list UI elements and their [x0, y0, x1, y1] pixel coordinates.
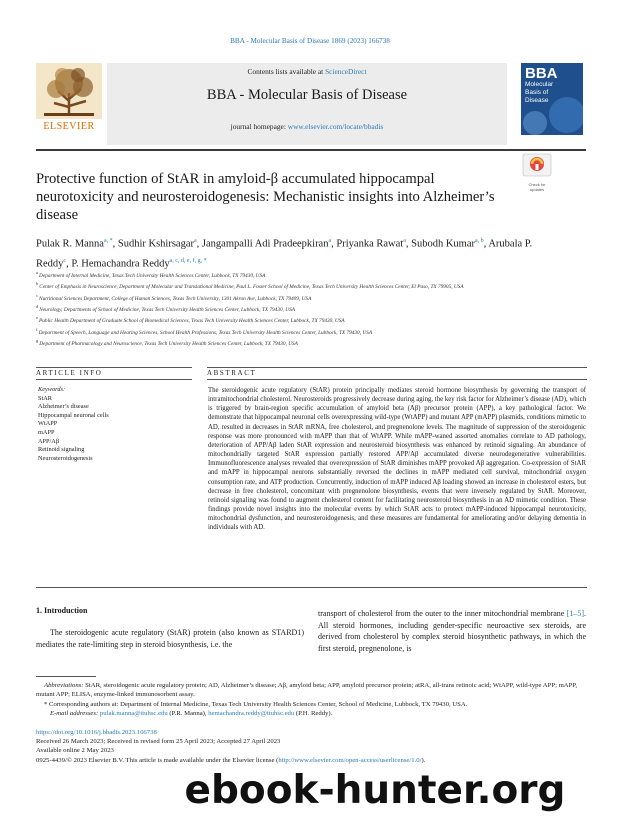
license-text-1: 0925-4439/© 2023 Elsevier B.V. This article is made available under the Elsevier license (: [36, 756, 279, 764]
author-separator: ,: [196, 238, 202, 250]
introduction-heading: 1. Introduction: [36, 606, 88, 615]
abstract-rule: [207, 367, 587, 368]
affiliation-item: [36, 314, 596, 325]
check-for-updates-button[interactable]: [522, 153, 552, 192]
cover-line-2: Molecular: [525, 81, 554, 88]
author-affiliation-marks[interactable]: a, b: [474, 238, 484, 244]
journal-header: [107, 63, 507, 145]
homepage-prefix: journal homepage:: [230, 122, 288, 131]
publication-info: [36, 728, 596, 765]
author-affiliation-marks[interactable]: a: [403, 238, 406, 244]
corresponding-note: [36, 700, 588, 709]
affiliation-key: f: [36, 326, 39, 332]
author-separator: ,: [483, 238, 489, 250]
intro-right-text-2: . All steroid hormones, including gender-specific neuroactive sex steroids, are derived from cholesterol by complex steroid biosynthetic pathways, in which the first steroid, pregnenolone, is: [318, 609, 586, 653]
cover-line-1: BBA: [525, 65, 558, 82]
abbreviations-note: [36, 681, 588, 700]
license-line: [36, 756, 596, 765]
affiliation-key: b: [36, 281, 40, 287]
sciencedirect-link[interactable]: ScienceDirect: [325, 67, 367, 76]
author-separator: ,: [405, 238, 412, 250]
affiliation-item: [36, 280, 596, 291]
author-list: [36, 233, 556, 272]
affiliation-key: d: [36, 304, 40, 310]
watermark-text: ebook-hunter.org: [184, 768, 566, 813]
keyword-item: Alzheimer’s disease: [38, 403, 89, 411]
footnotes: [36, 681, 588, 719]
cover-line-4: Disease: [525, 97, 549, 104]
journal-citation[interactable]: BBA - Molecular Basis of Disease 1869 (2023) 166738: [230, 37, 390, 45]
affiliation-text: Department of Speech, Language and Hearing Sciences, School Health Professions, Texas Tech University Health Sciences Center, Lubbock, TX 79430, USA: [38, 329, 373, 336]
email-label: E-mail addresses:: [50, 710, 99, 718]
abstract-heading: ABSTRACT: [207, 369, 257, 377]
affiliation-item: [36, 292, 596, 303]
intro-right-text-1: transport of cholesterol from the outer to the inner mitochondrial membrane: [318, 609, 567, 618]
affiliation-text: Public Health Department of Graduate School of Biomedical Sciences, Texas Tech University Health Sciences Center, Lubbock, TX 79430, USA: [39, 318, 345, 325]
keyword-item: Hippocampal neuronal cells: [38, 411, 109, 419]
license-link[interactable]: http://www.elsevier.com/open-access/userlicense/1.0/: [278, 756, 422, 764]
introduction-right-column: [318, 608, 586, 654]
email-link-manna[interactable]: pulak.manna@ttuhsc.edu: [99, 710, 168, 718]
homepage-link[interactable]: www.elsevier.com/locate/bbadis: [287, 122, 384, 131]
author-affiliation-marks[interactable]: a: [328, 238, 332, 244]
journal-cover[interactable]: [521, 63, 583, 135]
check-updates-label: Check for updates: [528, 182, 546, 192]
author-separator: ,: [331, 238, 337, 250]
email-link-reddy[interactable]: hemachandra.reddy@ttuhsc.edu: [208, 710, 295, 718]
author-name[interactable]: Subodh Kumar: [411, 238, 475, 250]
author-name[interactable]: Pulak R. Manna: [36, 238, 104, 250]
check-updates-icon: [522, 153, 552, 177]
cover-line-3: Basis of: [525, 89, 549, 96]
email-owner-1: (P.R. Manna),: [167, 710, 209, 718]
author-name[interactable]: Jangampalli Adi Pradeepkiran: [201, 238, 329, 250]
keyword-item: Retinoid signaling: [38, 446, 85, 454]
abbreviations-text: StAR, steroidogenic acute regulatory protein; AD, Alzheimer’s disease; Aβ, amyloid beta; APP, amyloid precursor protein; atRA, all-trans retinoic acid; WtAPP, wild-type APP; mAPP, mutant APP; ELISA, enzyme-linked immunosorbent assay.: [36, 682, 577, 699]
author-name[interactable]: Arubala P. Reddy: [36, 238, 533, 269]
doi-link[interactable]: https://doi.org/10.1016/j.bbadis.2023.166738: [36, 729, 157, 736]
affiliation-list: [36, 269, 596, 349]
email-owner-2: (P.H. Reddy).: [294, 710, 333, 718]
keywords-label: Keywords:: [38, 386, 66, 393]
affiliation-key: c: [36, 292, 40, 298]
license-text-2: ).: [421, 756, 426, 764]
keyword-item: mAPP: [38, 428, 55, 436]
keyword-item: APP/Aβ: [38, 437, 60, 445]
author-name[interactable]: Priyanka Rawat: [336, 238, 404, 250]
affiliation-text: Department of Internal Medicine, Texas Tech University Health Sciences Center, Lubbock, TX 79430, USA: [39, 272, 266, 279]
affiliation-item: [36, 326, 596, 337]
article-info-rule-lower: [36, 379, 192, 380]
header-divider: [36, 149, 586, 151]
cover-title: [525, 66, 558, 105]
keyword-item: WtAPP: [38, 420, 58, 428]
affiliation-key: e: [36, 315, 40, 321]
contents-prefix: Contents lists available at: [247, 67, 326, 76]
footnote-rule: [36, 676, 96, 677]
author-name[interactable]: Sudhir Kshirsagar: [117, 238, 194, 250]
abstract-text: The steroidogenic acute regulatory (StAR) protein principally mediates steroid hormone biosynthesis by governing the transport of intramitochondrial cholesterol. Neurosteroids progressively decrease during aging, the key risk factor for Alzheimer’s disease (AD), which is triggered by brain-region specific accumulation of amyloid beta (Aβ) precursor protein (APP), a key pathological factor. We demonstrate that hippocampal neuronal cells overexpressing wild-type (WtAPP) and mutant APP (mAPP) plasmids, conditions mimetic to AD, resulted in decreases in StAR mRNA, free cholesterol, and pregnenolone levels. The magnitude of suppression of the steroidogenic response was more pronounced with mAPP than that of WtAPP. While mAPP-waned assorted anomalies correlate to AD pathology, deterioration of APP/Aβ laden StAR expression and neurosteroid biosynthesis was enhanced by retinoid signaling. An abundance of mitochondrially targeted StAR expression partially restored APP/Aβ accumulated diverse neurodegenerative vulnerabilities. Immunofluorescence analyses revealed that overexpression of StAR diminishes mAPP provoked Aβ aggregation. Co-expression of StAR and mAPP in hippocampal neurons substantially reversed the declines in mAPP mediated cell survival, mitochondrial oxygen consumption rate, and ATP production. Concurrently, induction of mAPP induced Aβ loading showed an increase in cholesterol esters, but decrease in free cholesterol, concomitant with pregnenolone biosynthesis, events that were inversely regulated by StAR. Moreover, retinoid signaling was found to augment cholesterol content for facilitating neurosteroid biosynthesis in an AD mimetic condition. These findings provide novel insights into the molecular events by which StAR acts to protect mAPP-induced hippocampal neurotoxicity, mitochondrial dysfunction, and neurosteroidogenesis, and these measures are fundamental for ameliorating and/or delaying dementia in individuals with AD.: [208, 387, 586, 532]
abstract-end-rule: [36, 587, 587, 588]
affiliation-item: [36, 337, 596, 348]
homepage-line: [107, 122, 507, 131]
article-info-heading: ARTICLE INFO: [36, 369, 103, 377]
author-separator: ,: [66, 258, 72, 269]
keyword-item: Neurosteroidogenesis: [38, 454, 93, 462]
affiliation-item: [36, 303, 596, 314]
corresponding-text: Corresponding authors at: Department of Internal Medicine, Texas Tech University Health Sciences Center, School of Medicine, Lubbock, TX 79430, USA.: [47, 700, 468, 708]
contents-line: [107, 67, 507, 76]
affiliation-key: g: [36, 338, 40, 344]
keyword-item: StAR: [38, 394, 52, 402]
author-affiliation-marks[interactable]: c: [63, 257, 67, 264]
article-title: Protective function of StAR in amyloid-β accumulated hippocampal neurotoxicity and neurosteroidogenesis: Mechanistic insights into Alzheimer’s disease: [36, 171, 495, 223]
keyword-list: [38, 395, 188, 464]
abbreviations-label: Abbreviations:: [44, 682, 84, 689]
received-dates: Received 26 March 2023; Received in revised form 25 April 2023; Accepted 27 April 2023: [36, 738, 281, 746]
reference-link[interactable]: [1–5]: [566, 609, 584, 618]
corresponding-mark: *: [44, 700, 48, 708]
affiliation-text: Neurology, Departments of School of Medicine, Texas Tech University Health Sciences Center, Lubbock, TX 79430, USA: [39, 306, 295, 313]
affiliation-text: Nutritional Sciences Department, College of Human Sciences, Texas Tech University, 1301 Akron Ave, Lubbock, TX 79409, USA: [39, 295, 312, 302]
article-info-rule: [36, 367, 192, 368]
author-affiliation-marks[interactable]: a: [194, 238, 197, 244]
email-note: [36, 709, 588, 718]
journal-name: BBA - Molecular Basis of Disease: [206, 87, 408, 103]
introduction-left-column: The steroidogenic acute regulatory (StAR) protein (also known as STARD1) mediates the rate-limiting step in steroid biosynthesis, i.e. the: [36, 628, 304, 649]
affiliation-key: a: [36, 270, 40, 275]
author-affiliation-marks[interactable]: a, *: [103, 238, 113, 244]
affiliation-item: [36, 269, 596, 280]
keywords-block: [38, 386, 188, 463]
author-separator: ,: [112, 238, 118, 250]
affiliation-text: Department of Pharmacology and Neuroscience, Texas Tech University Health Sciences Center, Lubbock, TX 79430, USA: [39, 340, 298, 347]
available-online: Available online 2 May 2023: [36, 747, 114, 755]
abstract-rule-lower: [207, 379, 587, 380]
author-name[interactable]: P. Hemachandra Reddy: [71, 258, 170, 269]
affiliation-text: Center of Emphasis in Neuroscience, Department of Molecular and Translational Medicine, Paul L. Foster School of Medicine, Texas Tech University Health Sciences Center, El Paso, TX 79905, USA: [39, 284, 464, 291]
publisher-wordmark: ELSEVIER: [43, 121, 95, 132]
author-affiliation-marks[interactable]: a, c, d, e, f, g, *: [169, 257, 207, 264]
